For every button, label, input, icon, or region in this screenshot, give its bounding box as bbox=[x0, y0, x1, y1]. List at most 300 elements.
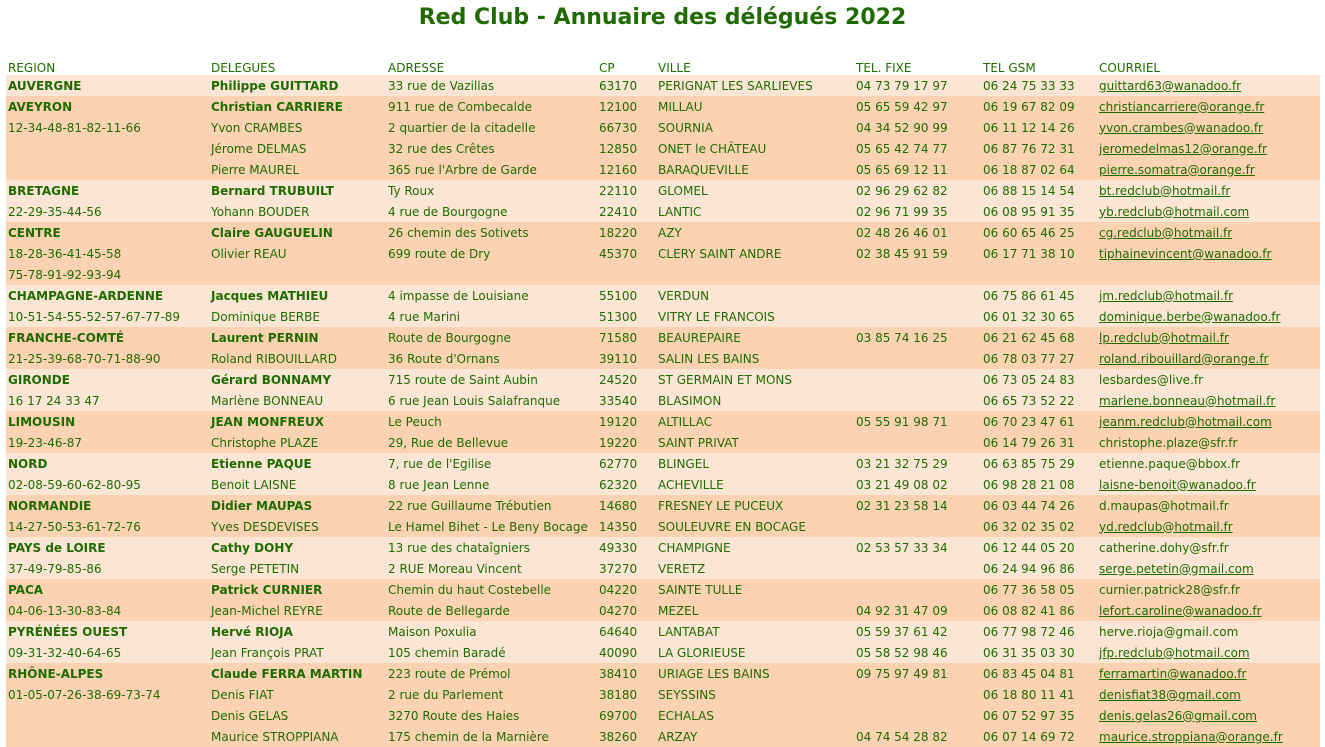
city-cell: PERIGNAT LES SARLIEVES bbox=[656, 75, 854, 96]
postcode-cell: 49330 bbox=[597, 537, 656, 558]
table-row bbox=[6, 684, 1320, 705]
city-cell: ARZAY bbox=[656, 726, 854, 747]
col-header-delegues: DELEGUES bbox=[211, 61, 276, 75]
address-cell: 26 chemin des Sotivets bbox=[386, 222, 597, 243]
col-header-courriel: COURRIEL bbox=[1099, 61, 1161, 75]
landline-cell: 03 85 74 16 25 bbox=[854, 327, 981, 348]
region-cell: 12-34-48-81-82-11-66 bbox=[6, 117, 209, 138]
delegate-name: Hervé RIOJA bbox=[209, 621, 386, 642]
email-link[interactable]: lp.redclub@hotmail.fr bbox=[1099, 330, 1229, 345]
postcode-cell: 62770 bbox=[597, 453, 656, 474]
city-cell: SOURNIA bbox=[656, 117, 854, 138]
landline-cell: 05 55 91 98 71 bbox=[854, 411, 981, 432]
delegate-name bbox=[209, 264, 386, 285]
address-cell: 32 rue des Crêtes bbox=[386, 138, 597, 159]
email-link[interactable]: jeromedelmas12@orange.fr bbox=[1099, 141, 1267, 156]
email-cell bbox=[1097, 159, 1320, 180]
postcode-cell: 69700 bbox=[597, 705, 656, 726]
email-cell bbox=[1097, 138, 1320, 159]
table-row bbox=[6, 138, 1320, 159]
landline-cell: 02 38 45 91 59 bbox=[854, 243, 981, 264]
email-link[interactable]: guittard63@wanadoo.fr bbox=[1099, 78, 1242, 93]
email-cell bbox=[1097, 537, 1320, 558]
landline-cell bbox=[854, 348, 981, 369]
email-link[interactable]: maurice.stroppiana@orange.fr bbox=[1099, 729, 1283, 744]
region-cell bbox=[6, 726, 209, 747]
email-cell bbox=[1097, 516, 1320, 537]
table-row bbox=[6, 558, 1320, 579]
mobile-cell: 06 88 15 14 54 bbox=[981, 180, 1097, 201]
address-cell: 2 quartier de la citadelle bbox=[386, 117, 597, 138]
email-cell bbox=[1097, 663, 1320, 684]
landline-cell: 02 31 23 58 14 bbox=[854, 495, 981, 516]
email-cell bbox=[1097, 327, 1320, 348]
address-cell: 715 route de Saint Aubin bbox=[386, 369, 597, 390]
table-row bbox=[6, 180, 1320, 201]
mobile-cell: 06 31 35 03 30 bbox=[981, 642, 1097, 663]
table-row bbox=[6, 516, 1320, 537]
email-cell bbox=[1097, 180, 1320, 201]
city-cell: SAINTE TULLE bbox=[656, 579, 854, 600]
landline-cell: 02 48 26 46 01 bbox=[854, 222, 981, 243]
address-cell: Route de Bourgogne bbox=[386, 327, 597, 348]
mobile-cell: 06 98 28 21 08 bbox=[981, 474, 1097, 495]
email-cell bbox=[1097, 600, 1320, 621]
mobile-cell: 06 24 94 96 86 bbox=[981, 558, 1097, 579]
mobile-cell: 06 21 62 45 68 bbox=[981, 327, 1097, 348]
city-cell: GLOMEL bbox=[656, 180, 854, 201]
address-cell: 36 Route d'Ornans bbox=[386, 348, 597, 369]
delegates-table bbox=[6, 55, 1320, 747]
email-cell bbox=[1097, 369, 1320, 390]
region-cell: RHÔNE-ALPES bbox=[6, 663, 209, 684]
table-row bbox=[6, 663, 1320, 684]
email-link[interactable]: christophe.plaze@sfr.fr bbox=[1099, 435, 1238, 450]
email-cell bbox=[1097, 201, 1320, 222]
email-link[interactable]: serge.petetin@gmail.com bbox=[1099, 561, 1254, 576]
delegate-name: Etienne PAQUE bbox=[209, 453, 386, 474]
postcode-cell: 14680 bbox=[597, 495, 656, 516]
region-cell: 21-25-39-68-70-71-88-90 bbox=[6, 348, 209, 369]
table-row bbox=[6, 96, 1320, 117]
landline-cell: 04 92 31 47 09 bbox=[854, 600, 981, 621]
email-cell bbox=[1097, 348, 1320, 369]
city-cell: CHAMPIGNE bbox=[656, 537, 854, 558]
email-link[interactable]: denis.gelas26@gmail.com bbox=[1099, 708, 1257, 723]
table-row bbox=[6, 705, 1320, 726]
city-cell: ALTILLAC bbox=[656, 411, 854, 432]
postcode-cell: 04220 bbox=[597, 579, 656, 600]
landline-cell bbox=[854, 432, 981, 453]
email-cell bbox=[1097, 306, 1320, 327]
region-cell: 18-28-36-41-45-58 bbox=[6, 243, 209, 264]
table-row bbox=[6, 621, 1320, 642]
landline-cell bbox=[854, 369, 981, 390]
mobile-cell: 06 77 36 58 05 bbox=[981, 579, 1097, 600]
region-cell: PACA bbox=[6, 579, 209, 600]
landline-cell: 05 58 52 98 46 bbox=[854, 642, 981, 663]
postcode-cell: 37270 bbox=[597, 558, 656, 579]
table-row bbox=[6, 579, 1320, 600]
region-cell: BRETAGNE bbox=[6, 180, 209, 201]
region-cell: AVEYRON bbox=[6, 96, 209, 117]
address-cell: Le Peuch bbox=[386, 411, 597, 432]
landline-cell: 03 21 49 08 02 bbox=[854, 474, 981, 495]
landline-cell: 05 65 59 42 97 bbox=[854, 96, 981, 117]
mobile-cell: 06 17 71 38 10 bbox=[981, 243, 1097, 264]
city-cell: ACHEVILLE bbox=[656, 474, 854, 495]
region-cell: 14-27-50-53-61-72-76 bbox=[6, 516, 209, 537]
mobile-cell: 06 77 98 72 46 bbox=[981, 621, 1097, 642]
mobile-cell: 06 01 32 30 65 bbox=[981, 306, 1097, 327]
email-link[interactable]: yvon.crambes@wanadoo.fr bbox=[1099, 120, 1263, 135]
address-cell: 4 rue de Bourgogne bbox=[386, 201, 597, 222]
landline-cell: 02 53 57 33 34 bbox=[854, 537, 981, 558]
city-cell: BLINGEL bbox=[656, 453, 854, 474]
region-cell: 02-08-59-60-62-80-95 bbox=[6, 474, 209, 495]
table-row bbox=[6, 432, 1320, 453]
address-cell: Ty Roux bbox=[386, 180, 597, 201]
email-link[interactable]: jeanm.redclub@hotmail.com bbox=[1099, 414, 1272, 429]
mobile-cell: 06 65 73 52 22 bbox=[981, 390, 1097, 411]
email-cell bbox=[1097, 75, 1320, 96]
landline-cell: 02 96 29 62 82 bbox=[854, 180, 981, 201]
email-link[interactable]: yd.redclub@hotmail.fr bbox=[1099, 519, 1233, 534]
email-link[interactable]: dominique.berbe@wanadoo.fr bbox=[1099, 309, 1281, 324]
email-cell bbox=[1097, 642, 1320, 663]
region-cell: 04-06-13-30-83-84 bbox=[6, 600, 209, 621]
col-header-adresse: ADRESSE bbox=[388, 61, 445, 75]
city-cell: MILLAU bbox=[656, 96, 854, 117]
region-cell: 01-05-07-26-38-69-73-74 bbox=[6, 684, 209, 705]
mobile-cell: 06 78 03 77 27 bbox=[981, 348, 1097, 369]
mobile-cell: 06 11 12 14 26 bbox=[981, 117, 1097, 138]
table-row bbox=[6, 642, 1320, 663]
region-cell: 10-51-54-55-52-57-67-77-89 bbox=[6, 306, 209, 327]
landline-cell bbox=[854, 558, 981, 579]
city-cell bbox=[656, 264, 854, 285]
email-cell bbox=[1097, 96, 1320, 117]
email-cell bbox=[1097, 411, 1320, 432]
region-cell bbox=[6, 705, 209, 726]
address-cell: 2 RUE Moreau Vincent bbox=[386, 558, 597, 579]
city-cell: BARAQUEVILLE bbox=[656, 159, 854, 180]
region-cell: NORMANDIE bbox=[6, 495, 209, 516]
postcode-cell: 64640 bbox=[597, 621, 656, 642]
email-cell bbox=[1097, 432, 1320, 453]
mobile-cell: 06 08 95 91 35 bbox=[981, 201, 1097, 222]
delegate-name: Christian CARRIERE bbox=[209, 96, 386, 117]
address-cell: 175 chemin de la Marnière bbox=[386, 726, 597, 747]
table-row bbox=[6, 474, 1320, 495]
email-link[interactable]: laisne-benoit@wanadoo.fr bbox=[1099, 477, 1256, 492]
postcode-cell: 40090 bbox=[597, 642, 656, 663]
mobile-cell: 06 03 44 74 26 bbox=[981, 495, 1097, 516]
postcode-cell: 12850 bbox=[597, 138, 656, 159]
landline-cell: 02 96 71 99 35 bbox=[854, 201, 981, 222]
postcode-cell: 33540 bbox=[597, 390, 656, 411]
email-cell bbox=[1097, 474, 1320, 495]
mobile-cell bbox=[981, 264, 1097, 285]
region-cell: 19-23-46-87 bbox=[6, 432, 209, 453]
city-cell: ST GERMAIN ET MONS bbox=[656, 369, 854, 390]
mobile-cell: 06 08 82 41 86 bbox=[981, 600, 1097, 621]
city-cell: VERDUN bbox=[656, 285, 854, 306]
postcode-cell: 51300 bbox=[597, 306, 656, 327]
col-header-tel-gsm: TEL GSM bbox=[983, 61, 1036, 75]
address-cell: 33 rue de Vazillas bbox=[386, 75, 597, 96]
postcode-cell: 19220 bbox=[597, 432, 656, 453]
delegate-name: Denis FIAT bbox=[209, 684, 386, 705]
postcode-cell: 22110 bbox=[597, 180, 656, 201]
address-cell: 699 route de Dry bbox=[386, 243, 597, 264]
landline-cell: 03 21 32 75 29 bbox=[854, 453, 981, 474]
table-row bbox=[6, 75, 1320, 96]
mobile-cell: 06 32 02 35 02 bbox=[981, 516, 1097, 537]
address-cell: 365 rue l'Arbre de Garde bbox=[386, 159, 597, 180]
table-row bbox=[6, 411, 1320, 432]
email-link[interactable]: roland.ribouillard@orange.fr bbox=[1099, 351, 1269, 366]
region-cell: FRANCHE-COMTÉ bbox=[6, 327, 209, 348]
landline-cell: 04 74 54 28 82 bbox=[854, 726, 981, 747]
postcode-cell: 38410 bbox=[597, 663, 656, 684]
delegate-name: Gérard BONNAMY bbox=[209, 369, 386, 390]
landline-cell bbox=[854, 516, 981, 537]
landline-cell: 05 65 42 74 77 bbox=[854, 138, 981, 159]
postcode-cell: 12100 bbox=[597, 96, 656, 117]
col-header-cp: CP bbox=[599, 61, 615, 75]
region-cell bbox=[6, 159, 209, 180]
region-cell: PAYS de LOIRE bbox=[6, 537, 209, 558]
region-cell: 16 17 24 33 47 bbox=[6, 390, 209, 411]
table-row bbox=[6, 390, 1320, 411]
postcode-cell: 04270 bbox=[597, 600, 656, 621]
postcode-cell: 45370 bbox=[597, 243, 656, 264]
delegate-name: Marlène BONNEAU bbox=[209, 390, 386, 411]
region-cell: NORD bbox=[6, 453, 209, 474]
delegate-name: Jacques MATHIEU bbox=[209, 285, 386, 306]
mobile-cell: 06 24 75 33 33 bbox=[981, 75, 1097, 96]
city-cell: URIAGE LES BAINS bbox=[656, 663, 854, 684]
email-cell bbox=[1097, 579, 1320, 600]
address-cell bbox=[386, 264, 597, 285]
email-cell bbox=[1097, 117, 1320, 138]
delegate-name: Philippe GUITTARD bbox=[209, 75, 386, 96]
address-cell: 4 rue Marini bbox=[386, 306, 597, 327]
delegate-name: Olivier REAU bbox=[209, 243, 386, 264]
email-link[interactable]: curnier.patrick28@sfr.fr bbox=[1099, 582, 1240, 597]
email-link[interactable]: herve.rioja@gmail.com bbox=[1099, 624, 1239, 639]
city-cell: BEAUREPAIRE bbox=[656, 327, 854, 348]
table-row bbox=[6, 495, 1320, 516]
landline-cell bbox=[854, 306, 981, 327]
email-cell bbox=[1097, 222, 1320, 243]
region-cell: 09-31-32-40-64-65 bbox=[6, 642, 209, 663]
delegate-name: Bernard TRUBUILT bbox=[209, 180, 386, 201]
table-row bbox=[6, 201, 1320, 222]
city-cell: ONET le CHÂTEAU bbox=[656, 138, 854, 159]
email-cell bbox=[1097, 453, 1320, 474]
mobile-cell: 06 07 14 69 72 bbox=[981, 726, 1097, 747]
delegate-name: Jérome DELMAS bbox=[209, 138, 386, 159]
address-cell: 6 rue Jean Louis Salafranque bbox=[386, 390, 597, 411]
mobile-cell: 06 60 65 46 25 bbox=[981, 222, 1097, 243]
delegate-name: Pierre MAUREL bbox=[209, 159, 386, 180]
table-row bbox=[6, 159, 1320, 180]
table-row bbox=[6, 726, 1320, 747]
email-link[interactable]: marlene.bonneau@hotmail.fr bbox=[1099, 393, 1276, 408]
city-cell: LANTIC bbox=[656, 201, 854, 222]
table-row bbox=[6, 285, 1320, 306]
email-cell bbox=[1097, 285, 1320, 306]
city-cell: SEYSSINS bbox=[656, 684, 854, 705]
table-row bbox=[6, 117, 1320, 138]
address-cell: Le Hamel Bihet - Le Beny Bocage bbox=[386, 516, 597, 537]
delegate-name: JEAN MONFREUX bbox=[209, 411, 386, 432]
region-cell: PYRÉNÉES OUEST bbox=[6, 621, 209, 642]
address-cell: Maison Poxulia bbox=[386, 621, 597, 642]
table-row bbox=[6, 369, 1320, 390]
email-link[interactable]: d.maupas@hotmail.fr bbox=[1099, 498, 1229, 513]
postcode-cell: 39110 bbox=[597, 348, 656, 369]
address-cell: Route de Bellegarde bbox=[386, 600, 597, 621]
landline-cell bbox=[854, 684, 981, 705]
city-cell: LANTABAT bbox=[656, 621, 854, 642]
delegate-name: Yvon CRAMBES bbox=[209, 117, 386, 138]
mobile-cell: 06 83 45 04 81 bbox=[981, 663, 1097, 684]
email-link[interactable]: lesbardes@live.fr bbox=[1099, 372, 1204, 387]
email-cell bbox=[1097, 495, 1320, 516]
address-cell: Chemin du haut Costebelle bbox=[386, 579, 597, 600]
email-link[interactable]: etienne.paque@bbox.fr bbox=[1099, 456, 1241, 471]
delegate-name: Didier MAUPAS bbox=[209, 495, 386, 516]
city-cell: MEZEL bbox=[656, 600, 854, 621]
col-header-ville: VILLE bbox=[658, 61, 691, 75]
delegate-name: Patrick CURNIER bbox=[209, 579, 386, 600]
landline-cell: 05 59 37 61 42 bbox=[854, 621, 981, 642]
city-cell: SALIN LES BAINS bbox=[656, 348, 854, 369]
email-link[interactable]: pierre.somatra@orange.fr bbox=[1099, 162, 1255, 177]
address-cell: 911 rue de Combecalde bbox=[386, 96, 597, 117]
table-row bbox=[6, 453, 1320, 474]
delegate-name: Yohann BOUDER bbox=[209, 201, 386, 222]
region-cell: 22-29-35-44-56 bbox=[6, 201, 209, 222]
region-cell bbox=[6, 138, 209, 159]
region-cell: GIRONDE bbox=[6, 369, 209, 390]
email-link[interactable]: jfp.redclub@hotmail.com bbox=[1099, 645, 1250, 660]
delegate-name: Christophe PLAZE bbox=[209, 432, 386, 453]
city-cell: FRESNEY LE PUCEUX bbox=[656, 495, 854, 516]
postcode-cell: 14350 bbox=[597, 516, 656, 537]
header-row bbox=[6, 55, 1320, 75]
postcode-cell: 12160 bbox=[597, 159, 656, 180]
mobile-cell: 06 73 05 24 83 bbox=[981, 369, 1097, 390]
mobile-cell: 06 14 79 26 31 bbox=[981, 432, 1097, 453]
col-header-tel-fixe: TEL. FIXE bbox=[856, 61, 912, 75]
landline-cell: 04 73 79 17 97 bbox=[854, 75, 981, 96]
address-cell: 223 route de Prémol bbox=[386, 663, 597, 684]
mobile-cell: 06 63 85 75 29 bbox=[981, 453, 1097, 474]
email-link[interactable]: yb.redclub@hotmail.com bbox=[1099, 204, 1250, 219]
postcode-cell: 63170 bbox=[597, 75, 656, 96]
landline-cell: 09 75 97 49 81 bbox=[854, 663, 981, 684]
landline-cell bbox=[854, 264, 981, 285]
email-link[interactable]: bt.redclub@hotmail.fr bbox=[1099, 183, 1231, 198]
postcode-cell: 24520 bbox=[597, 369, 656, 390]
mobile-cell: 06 07 52 97 35 bbox=[981, 705, 1097, 726]
region-cell: AUVERGNE bbox=[6, 75, 209, 96]
table-row bbox=[6, 348, 1320, 369]
email-link[interactable]: ferramartin@wanadoo.fr bbox=[1099, 666, 1247, 681]
city-cell: CLERY SAINT ANDRE bbox=[656, 243, 854, 264]
email-link[interactable]: tiphainevincent@wanadoo.fr bbox=[1099, 246, 1272, 261]
landline-cell bbox=[854, 285, 981, 306]
region-cell: CENTRE bbox=[6, 222, 209, 243]
postcode-cell: 38180 bbox=[597, 684, 656, 705]
landline-cell bbox=[854, 579, 981, 600]
city-cell: ECHALAS bbox=[656, 705, 854, 726]
postcode-cell: 71580 bbox=[597, 327, 656, 348]
mobile-cell: 06 87 76 72 31 bbox=[981, 138, 1097, 159]
delegate-name: Laurent PERNIN bbox=[209, 327, 386, 348]
delegate-name: Maurice STROPPIANA bbox=[209, 726, 386, 747]
region-cell: 37-49-79-85-86 bbox=[6, 558, 209, 579]
address-cell: 4 impasse de Louisiane bbox=[386, 285, 597, 306]
table-row bbox=[6, 600, 1320, 621]
col-header-region: REGION bbox=[8, 61, 56, 75]
postcode-cell: 19120 bbox=[597, 411, 656, 432]
postcode-cell: 38260 bbox=[597, 726, 656, 747]
delegate-name: Denis GELAS bbox=[209, 705, 386, 726]
delegate-name: Claude FERRA MARTIN bbox=[209, 663, 386, 684]
city-cell: AZY bbox=[656, 222, 854, 243]
email-cell bbox=[1097, 705, 1320, 726]
postcode-cell: 66730 bbox=[597, 117, 656, 138]
landline-cell bbox=[854, 705, 981, 726]
region-cell: CHAMPAGNE-ARDENNE bbox=[6, 285, 209, 306]
mobile-cell: 06 70 23 47 61 bbox=[981, 411, 1097, 432]
postcode-cell: 18220 bbox=[597, 222, 656, 243]
landline-cell bbox=[854, 390, 981, 411]
email-link[interactable]: jm.redclub@hotmail.fr bbox=[1099, 288, 1233, 303]
mobile-cell: 06 12 44 05 20 bbox=[981, 537, 1097, 558]
table-row bbox=[6, 264, 1320, 285]
email-cell bbox=[1097, 726, 1320, 747]
city-cell: LA GLORIEUSE bbox=[656, 642, 854, 663]
email-link[interactable]: cg.redclub@hotmail.fr bbox=[1099, 225, 1233, 240]
city-cell: BLASIMON bbox=[656, 390, 854, 411]
email-cell bbox=[1097, 390, 1320, 411]
address-cell: 3270 Route des Haies bbox=[386, 705, 597, 726]
landline-cell: 04 34 52 90 99 bbox=[854, 117, 981, 138]
postcode-cell bbox=[597, 264, 656, 285]
email-link[interactable]: denisfiat38@gmail.com bbox=[1099, 687, 1241, 702]
email-link[interactable]: christiancarriere@orange.fr bbox=[1099, 99, 1265, 114]
mobile-cell: 06 75 86 61 45 bbox=[981, 285, 1097, 306]
delegate-name: Jean-Michel REYRE bbox=[209, 600, 386, 621]
email-cell bbox=[1097, 684, 1320, 705]
table-row bbox=[6, 222, 1320, 243]
email-link[interactable]: catherine.dohy@sfr.fr bbox=[1099, 540, 1229, 555]
email-link[interactable]: lefort.caroline@wanadoo.fr bbox=[1099, 603, 1262, 618]
city-cell: VERETZ bbox=[656, 558, 854, 579]
address-cell: 105 chemin Baradé bbox=[386, 642, 597, 663]
email-cell bbox=[1097, 264, 1320, 285]
postcode-cell: 22410 bbox=[597, 201, 656, 222]
delegate-name: Benoit LAISNE bbox=[209, 474, 386, 495]
mobile-cell: 06 18 80 11 41 bbox=[981, 684, 1097, 705]
table-row bbox=[6, 537, 1320, 558]
